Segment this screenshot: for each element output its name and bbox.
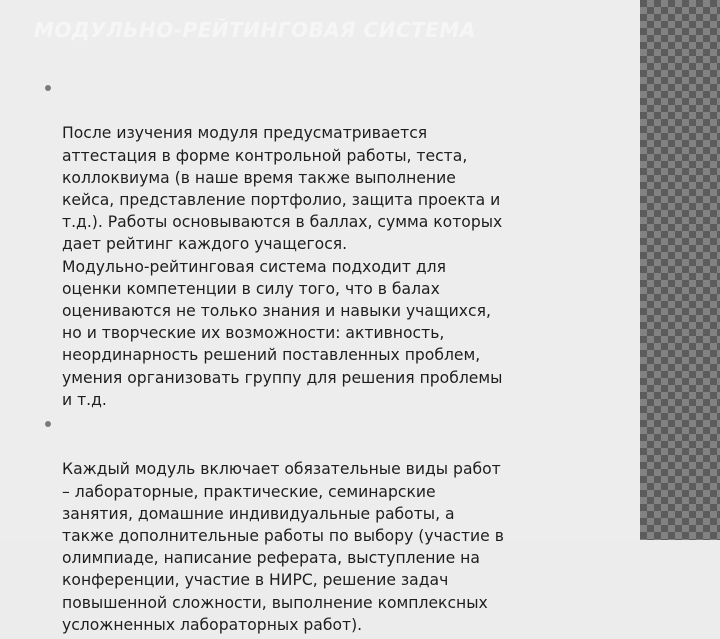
bullet-dot-icon bbox=[45, 85, 51, 91]
bullet-dot-icon bbox=[45, 421, 51, 427]
bullet-text: После изучения модуля предусматривается аттестация в форме контрольной работы, теста, коллоквиума (в наше время также выполнение кейса, представление портфолио, защита проекта и т.д.). Работы основываются в баллах, сумма которых дает рейтинг каждого учащегося. Модульно-рейтинговая система подходит для оценки компетенции в силу того, что в балах оцениваются не только знания и навыки учащихся, но и творческие их возможности: активность, неординарность решений поставленных проблем, умения организовать группу для решения проблемы и т.д. bbox=[62, 124, 503, 409]
bullet-list bbox=[44, 78, 614, 639]
decorative-side-panel bbox=[640, 0, 720, 540]
bullet-item bbox=[44, 414, 614, 636]
slide-title: МОДУЛЬНО-РЕЙТИНГОВАЯ СИСТЕМА bbox=[34, 18, 476, 42]
bullet-text: Каждый модуль включает обязательные виды работ – лабораторные, практические, семинарские занятия, домашние индивидуальные работы, а также дополнительные работы по выбору (участие в олимпиаде, написание реферата, выступление на конференции, участие в НИРС, решение задач повышенной сложности, выполнение комплексных усложненных лабораторных работ). bbox=[62, 460, 504, 634]
bullet-item bbox=[44, 78, 614, 411]
